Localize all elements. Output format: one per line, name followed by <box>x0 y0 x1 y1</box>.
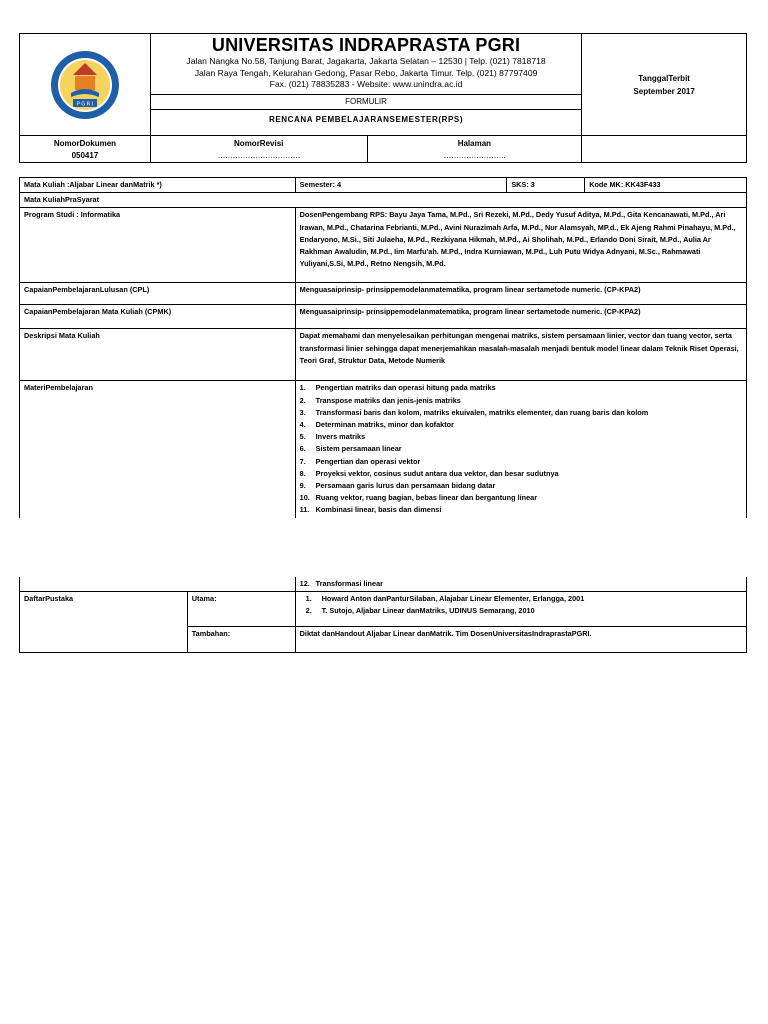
list-item-text: Pengertian dan operasi vektor <box>315 456 421 466</box>
semester-cell: Semester: 4 <box>295 178 507 193</box>
empty-meta-cell <box>582 136 747 163</box>
list-item-number: 3. <box>299 407 306 417</box>
kode-mk-cell: Kode MK: KK43F433 <box>585 178 747 193</box>
list-item-number: 1. <box>305 594 312 604</box>
list-item-number: 4. <box>299 420 306 430</box>
deskripsi-label: Deskripsi Mata Kuliah <box>20 329 296 381</box>
list-item-text: T. Sutojo, Aljabar Linear danMatriks, UDINUS Semarang, 2010 <box>321 606 535 616</box>
prasyarat-cell: Mata KuliahPraSyarat <box>20 193 747 208</box>
list-item-number: 2. <box>299 395 306 405</box>
halaman-cell <box>367 136 582 163</box>
list-item-text: Pengertian matriks dan operasi hitung pada matriks <box>315 383 496 393</box>
formulir-label: FORMULIR <box>150 95 581 110</box>
list-item-text: Transformasi baris dan kolom, matriks ekuivalen, matriks elementer, dan ruang baris dan kolom <box>315 407 649 417</box>
list-item-number: 10. <box>299 493 310 503</box>
materi-list <box>300 382 742 516</box>
materi-cont-list <box>300 578 742 590</box>
nomor-dokumen-value: 050417 <box>71 151 99 160</box>
list-item <box>300 443 742 455</box>
materi-label: MateriPembelajaran <box>20 381 296 518</box>
list-item <box>300 468 742 480</box>
cpmk-label: CapaianPembelajaran Mata Kuliah (CPMK) <box>20 305 296 329</box>
list-item-number: 8. <box>299 468 306 478</box>
materi-cont-cell <box>295 577 746 592</box>
list-item-number: 7. <box>299 456 306 466</box>
utama-list-cell <box>295 592 746 627</box>
list-item <box>300 480 742 492</box>
cpl-label: CapaianPembelajaranLulusan (CPL) <box>20 283 296 305</box>
list-item <box>306 593 742 605</box>
logo-cell <box>20 34 151 136</box>
halaman-value: ……………………. <box>443 151 506 160</box>
list-item <box>300 407 742 419</box>
materi-cont-label <box>20 577 296 592</box>
list-item <box>306 605 742 617</box>
address-line-1: Jalan Nangka No.58, Tanjung Barat, Jagakarta, Jakarta Selatan – 12530 | Telp. (021) 7818718 <box>186 56 546 66</box>
list-item <box>300 382 742 394</box>
utama-label: Utama: <box>187 592 295 627</box>
list-item-number: 11. <box>299 505 310 515</box>
list-item: 12. Transformasi linear <box>299 579 383 588</box>
address-line-3: Fax. (021) 78835283 - Website: www.unindra.ac.id <box>269 79 463 89</box>
list-item-text: Invers matriks <box>315 432 366 442</box>
list-item <box>300 419 742 431</box>
list-item-text: Kombinasi linear, basis dan dimensi <box>315 505 442 515</box>
daftar-pustaka-label: DaftarPustaka <box>20 592 188 653</box>
university-name: UNIVERSITAS INDRAPRASTA PGRI <box>211 35 521 55</box>
list-item-number: 5. <box>299 432 306 442</box>
list-item <box>300 395 742 407</box>
svg-text:P G R I: P G R I <box>76 101 94 107</box>
list-item-text: Persamaan garis lurus dan persamaan bidang datar <box>315 481 496 491</box>
list-item-number: 2. <box>305 606 312 616</box>
materi-list-cell <box>295 381 746 518</box>
list-item-text: Howard Anton danPanturSilaban, Alajabar Linear Elementer, Erlangga, 2001 <box>321 594 585 604</box>
list-item-number: 9. <box>299 481 306 491</box>
nomor-revisi-cell <box>150 136 367 163</box>
rps-table-continued <box>19 577 747 653</box>
sks-cell: SKS: 3 <box>507 178 585 193</box>
list-item-number: 6. <box>299 444 306 454</box>
address-line-2: Jalan Raya Tengah, Kelurahan Gedong, Pasar Rebo, Jakarta Timur. Telp. (021) 87797409 <box>194 67 538 78</box>
list-item <box>300 504 742 516</box>
program-studi-cell: Program Studi : Informatika <box>20 208 296 283</box>
form-title: RENCANA PEMBELAJARANSEMESTER(RPS) <box>150 110 581 136</box>
list-item-text: Transpose matriks dan jenis-jenis matriks <box>315 395 461 405</box>
list-item <box>300 431 742 443</box>
university-logo-icon <box>49 49 121 121</box>
nomor-dokumen-label: NomorDokumen <box>53 139 117 148</box>
nomor-dokumen-cell <box>20 136 151 163</box>
utama-list <box>300 593 742 617</box>
university-info-cell <box>150 34 581 95</box>
tanggal-terbit-cell <box>582 34 747 136</box>
tambahan-label: Tambahan: <box>187 627 295 653</box>
halaman-label: Halaman <box>457 139 492 148</box>
mata-kuliah-cell: Mata Kuliah :Aljabar Linear danMatrik *) <box>20 178 296 193</box>
rps-table <box>19 177 747 518</box>
list-item-text: Determinan matriks, minor dan kofaktor <box>315 420 454 430</box>
nomor-revisi-value: …………………………… <box>217 151 300 160</box>
tanggal-terbit-value: September 2017 <box>633 86 695 96</box>
tambahan-value: Diktat danHandout Aljabar Linear danMatrik. Tim DosenUniversitasIndraprastaPGRI. <box>295 627 746 653</box>
list-item <box>300 456 742 468</box>
deskripsi-value: Dapat memahami dan menyelesaikan perhitungan mengenai matriks, sistem persamaan linier, vector dan tuang vector, serta transformasi linier sehingga dapat menerjemahkan masalah-masalah menjadi bentuk model linear dalam Teknik Riset Operasi, Teori Graf, Struktur Data, Metode Numerik <box>295 329 746 381</box>
header-table <box>19 33 747 163</box>
list-item <box>300 492 742 504</box>
list-item-text: Sistem persamaan linear <box>315 444 402 454</box>
list-item-text: Ruang vektor, ruang bagian, bebas linear dan bergantung linear <box>315 493 538 503</box>
nomor-revisi-label: NomorRevisi <box>234 139 284 148</box>
dosen-pengembang-cell: DosenPengembang RPS: Bayu Jaya Tama, M.Pd., Sri Rezeki, M.Pd., Dedy Yusuf Aditya, M.Pd., Gita Kencanawati, M.Pd., Ari Irawan, M.Pd., Chatarina Febrianti, M.Pd., Avini Nurazimah Arfa, M.Pd., Nur Alamsyah, MP.d., Ek Ajeng Rahmi Pinahayu, M.Pd., Endaryono, M.Si., Siti Julaeha, M.Pd., Rezkiyana Hikmah, M.Pd., Ai Sholihah, M.Pd., Erlando Doni Sirait, M.Pd., Aulia Ar Rakhman Awaludin, M.Pd., Iim Marfu'ah. M.Pd., Indra Kurniawan, M.Pd., Luh Putu Widya Adnyani, M.Sc., Rahmawati Yuliyani,S.Si, M.Pd., Retno Nengsih, M.Pd. <box>295 208 746 283</box>
cpmk-value: Menguasaiprinsip- prinsippemodelanmatematika, program linear sertametode numeric. (CP-KPA2) <box>295 305 746 329</box>
cpl-value: Menguasaiprinsip- prinsippemodelanmatematika, program linear sertametode numeric. (CP-KPA2) <box>295 283 746 305</box>
tanggal-terbit-label: TanggalTerbit <box>638 73 690 83</box>
list-item-text: Proyeksi vektor, cosinus sudut antara dua vektor, dan besar sudutnya <box>315 468 559 478</box>
list-item-number: 1. <box>299 383 306 393</box>
